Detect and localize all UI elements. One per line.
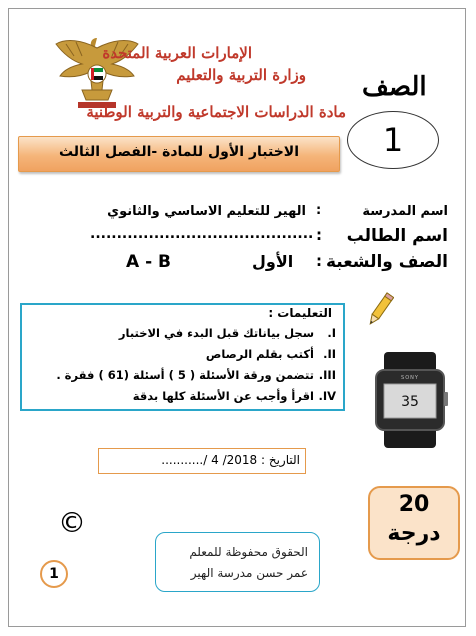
pencil-icon — [366, 290, 394, 330]
student-name-label: اسم الطالب — [346, 226, 448, 246]
instruction-text: تتضمن ورقة الأسئلة ( 5 ) أسئلة (61 ) فقرة . — [56, 368, 314, 382]
date-label: التاريخ : — [260, 453, 300, 467]
student-name-colon: : — [316, 226, 322, 244]
copyright-icon: © — [58, 506, 86, 539]
school-colon: : — [316, 203, 322, 218]
exam-duration: 35 — [401, 394, 419, 410]
section-options: A - B — [126, 252, 172, 272]
class-value: الأول — [252, 252, 294, 271]
total-marks: 20 — [398, 492, 430, 517]
grade-number-circle: 1 — [347, 111, 439, 169]
school-label: اسم المدرسة — [362, 204, 448, 219]
marks-unit: درجة — [387, 521, 441, 546]
page-number: 1 — [40, 560, 68, 588]
rights-box — [155, 532, 320, 592]
instruction-num: IV. — [318, 389, 336, 403]
instruction-text: اقرأ وأجب عن الأسئلة كلها بدقة — [132, 389, 314, 403]
instruction-text: سجل بياناتك قبل البدء في الاختبار — [118, 326, 314, 340]
grade-label: الصف — [362, 72, 427, 102]
watch-brand: SONY — [401, 375, 419, 381]
school-name: الهير للتعليم الاساسي والثانوي — [107, 204, 306, 219]
student-name-field[interactable]: .......................................... — [90, 226, 314, 242]
instruction-num: II. — [323, 347, 336, 361]
instructions-heading: التعليمات : — [268, 306, 332, 320]
instruction-num: III. — [318, 368, 336, 382]
exam-title: الاختبار الأول للمادة -الفصل الثالث — [58, 144, 300, 160]
date-row — [106, 453, 300, 467]
rights-line-1: الحقوق محفوظة للمعلم — [189, 545, 308, 559]
instruction-text: أكتب بقلم الرصاص — [205, 347, 314, 361]
date-value[interactable]: 2018/ 4 /........... — [161, 453, 258, 467]
class-label: الصف والشعبة — [325, 252, 448, 272]
subject-name: مادة الدراسات الاجتماعية والتربية الوطنية — [86, 103, 346, 121]
ministry-name: وزارة التربية والتعليم — [176, 66, 306, 84]
rights-line-2: عمر حسن مدرسة الهير — [190, 566, 308, 580]
instruction-num: I. — [327, 326, 336, 340]
class-colon: : — [316, 252, 322, 270]
country-name: الإمارات العربية المتحدة — [102, 44, 252, 62]
